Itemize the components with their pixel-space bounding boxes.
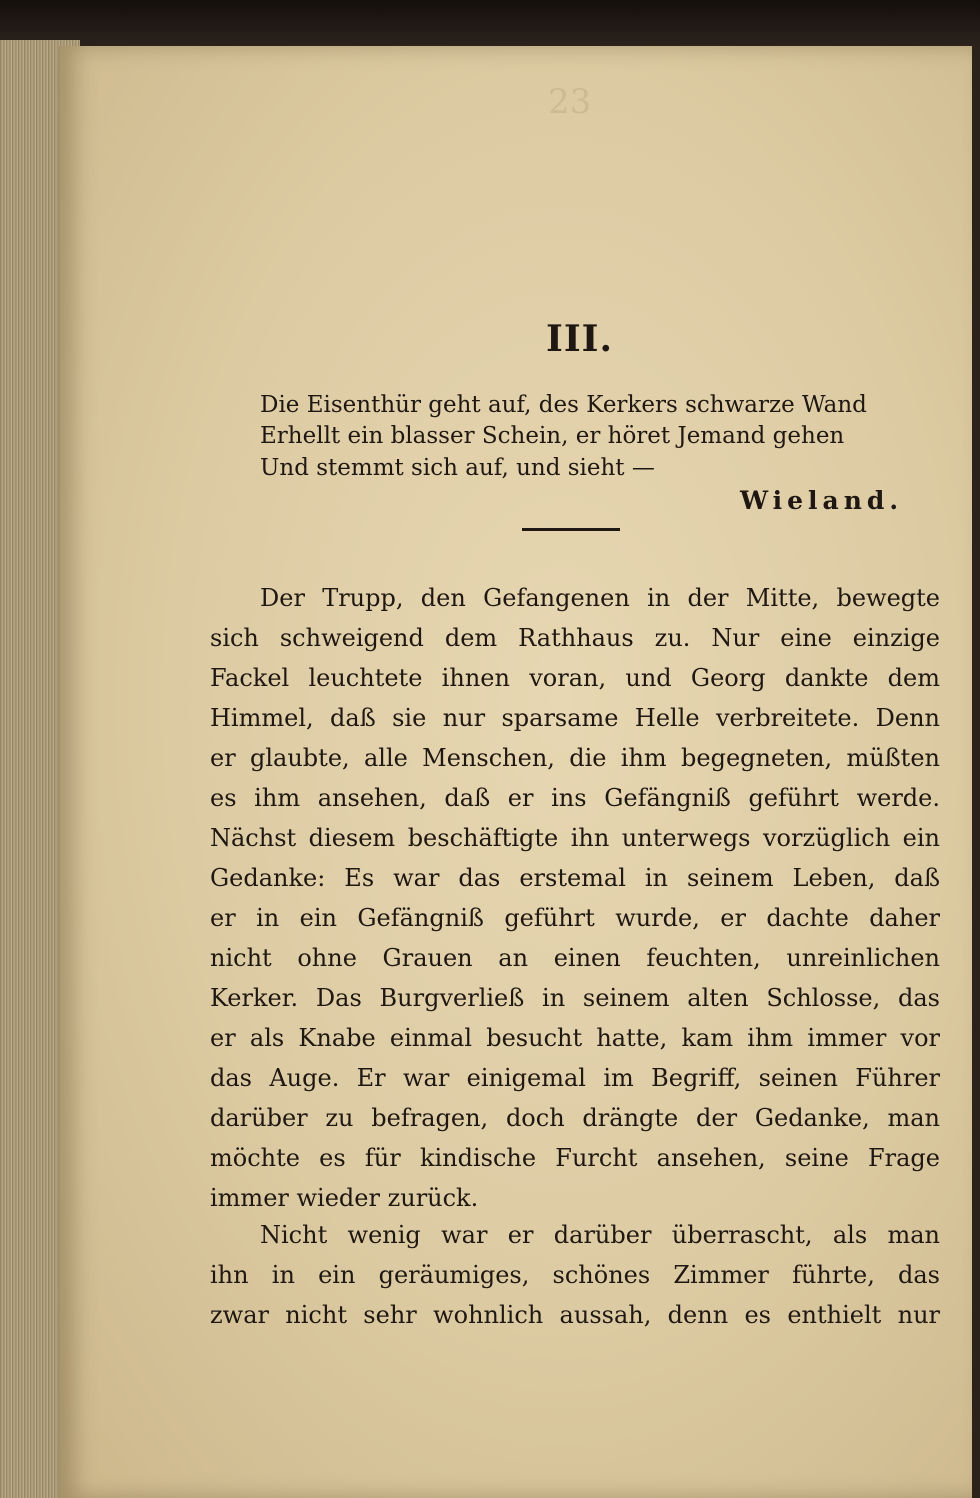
paragraph: [210, 1215, 940, 1335]
epigraph-attribution: Wieland.: [740, 486, 904, 515]
text-line: Nicht wenig war er darüber überrascht, als man: [260, 1221, 940, 1249]
text-line: Nächst diesem beschäftigte ihn unterwegs vorzüglich ein: [210, 824, 940, 852]
text-line: er in ein Gefängniß geführt wurde, er dachte daher: [210, 904, 940, 932]
page-number: 23: [548, 82, 592, 122]
chapter-number: III.: [546, 318, 614, 360]
text-line: ihn in ein geräumiges, schönes Zimmer führte, das: [210, 1261, 940, 1289]
text-line: Gedanke: Es war das erstemal in seinem Leben, daß: [210, 864, 940, 892]
text-line: er glaubte, alle Menschen, die ihm begegneten, müßten: [210, 744, 940, 772]
paragraph: [210, 578, 940, 1218]
text-line: das Auge. Er war einigemal im Begriff, seinen Führer: [210, 1064, 940, 1092]
text-line: nicht ohne Grauen an einen feuchten, unreinlichen: [210, 944, 940, 972]
epigraph-line: Erhellt ein blasser Schein, er höret Jemand gehen: [260, 423, 845, 449]
text-line: Der Trupp, den Gefangenen in der Mitte, bewegte: [260, 584, 940, 612]
text-line: möchte es für kindische Furcht ansehen, seine Frage: [210, 1144, 940, 1172]
epigraph-line: Und stemmt sich auf, und sieht —: [260, 455, 655, 481]
text-line: immer wieder zurück.: [210, 1184, 479, 1212]
text-line: es ihm ansehen, daß er ins Gefängniß geführt werde.: [210, 784, 940, 812]
text-line: darüber zu befragen, doch drängte der Gedanke, man: [210, 1104, 940, 1132]
text-line: Fackel leuchtete ihnen voran, und Georg dankte dem: [210, 664, 940, 692]
section-divider: [522, 528, 620, 531]
text-line: sich schweigend dem Rathhaus zu. Nur eine einzige: [210, 624, 940, 652]
binding-shadow: [0, 0, 980, 44]
text-line: zwar nicht sehr wohnlich aussah, denn es enthielt nur: [210, 1301, 940, 1329]
text-line: Himmel, daß sie nur sparsame Helle verbreitete. Denn: [210, 704, 940, 732]
epigraph-line: Die Eisenthür geht auf, des Kerkers schwarze Wand: [260, 392, 867, 418]
text-line: er als Knabe einmal besucht hatte, kam ihm immer vor: [210, 1024, 940, 1052]
text-line: Kerker. Das Burgverließ in seinem alten Schlosse, das: [210, 984, 940, 1012]
